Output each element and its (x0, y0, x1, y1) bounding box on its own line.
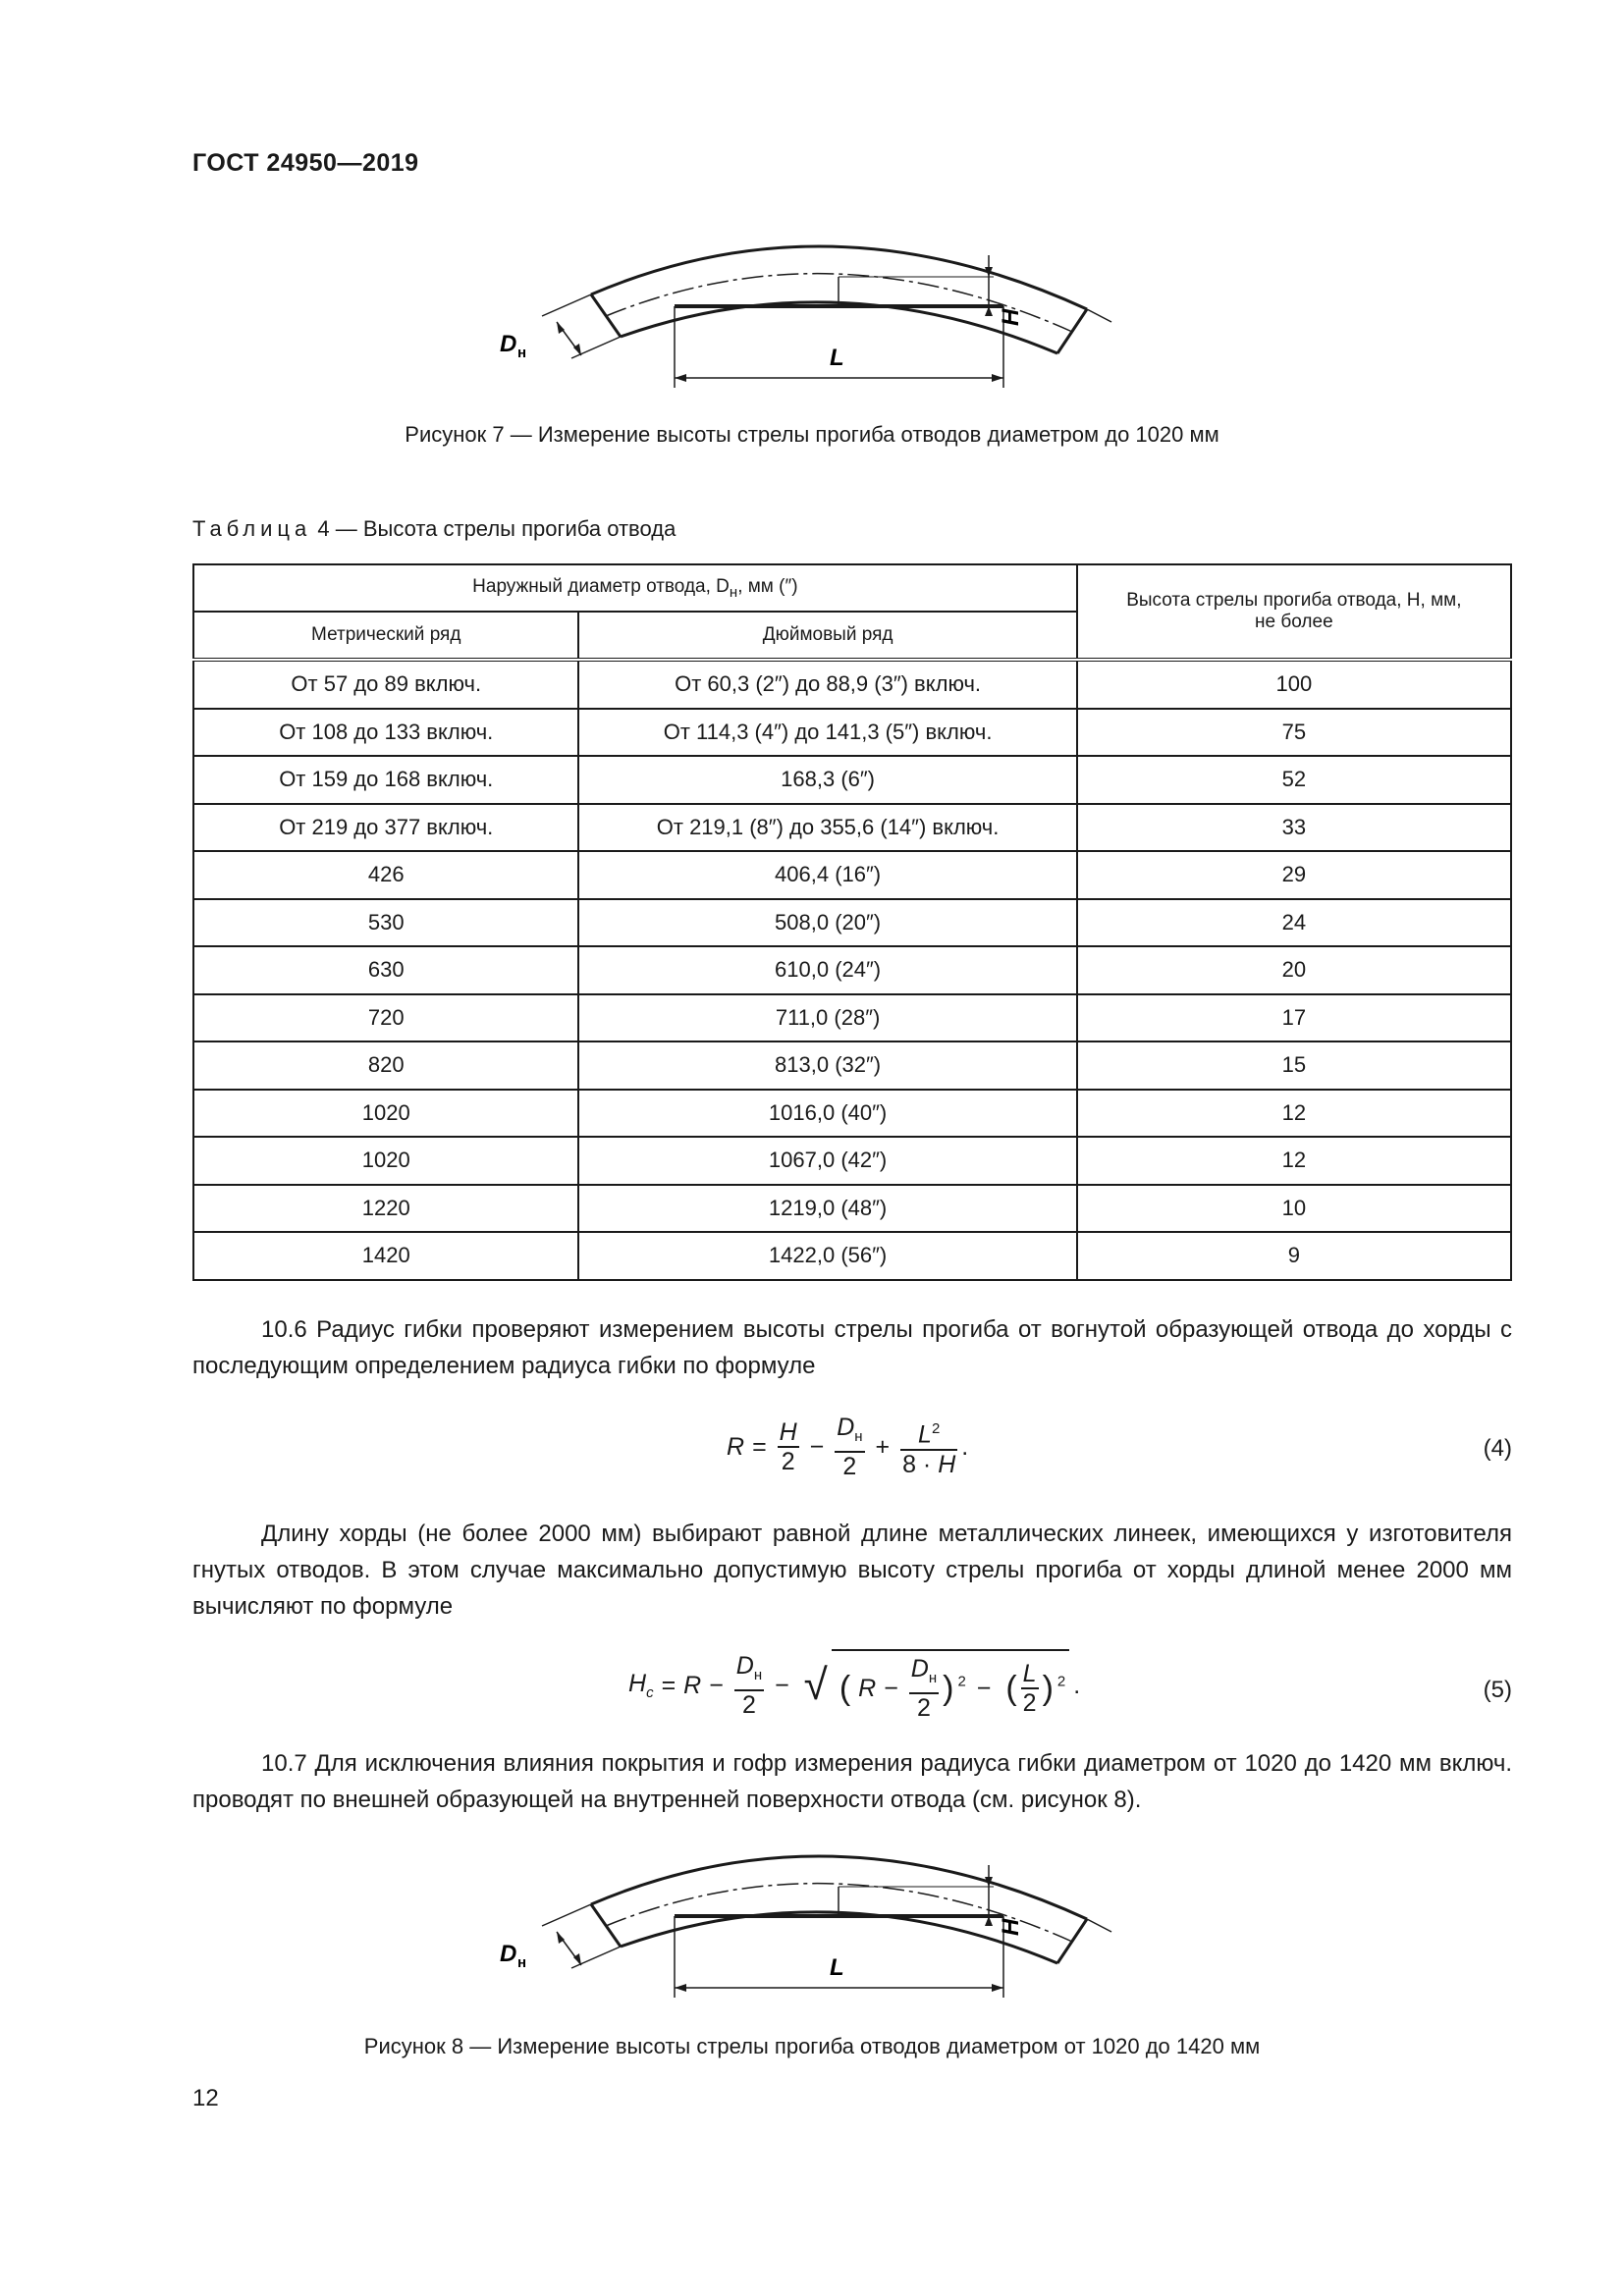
document-header: ГОСТ 24950—2019 (192, 149, 419, 177)
cell-inch: 1016,0 (40″) (578, 1090, 1076, 1138)
cell-height: 20 (1077, 946, 1511, 994)
table-row (193, 1090, 1511, 1138)
label-l: L (830, 1954, 844, 1981)
cell-inch: 406,4 (16″) (578, 851, 1076, 899)
cell-inch: 610,0 (24″) (578, 946, 1076, 994)
table-header-inch: Дюймовый ряд (578, 612, 1076, 660)
label-d: D (500, 331, 517, 357)
cell-inch: 1219,0 (48″) (578, 1185, 1076, 1233)
page-number: 12 (192, 2085, 219, 2111)
cell-metric: 630 (193, 946, 578, 994)
cell-metric: 1420 (193, 1232, 578, 1280)
cell-height: 24 (1077, 899, 1511, 947)
table-row (193, 1185, 1511, 1233)
table-row (193, 994, 1511, 1042)
table-row (193, 1041, 1511, 1090)
label-d-sub: н (517, 1954, 527, 1971)
table-row (193, 1137, 1511, 1185)
cell-inch: 1422,0 (56″) (578, 1232, 1076, 1280)
cell-inch: 813,0 (32″) (578, 1041, 1076, 1090)
cell-inch: 1067,0 (42″) (578, 1137, 1076, 1185)
cell-height: 52 (1077, 756, 1511, 804)
cell-metric: От 108 до 133 включ. (193, 709, 578, 757)
cell-inch: От 219,1 (8″) до 355,6 (14″) включ. (578, 804, 1076, 852)
cell-metric: 1020 (193, 1137, 578, 1185)
cell-metric: 820 (193, 1041, 578, 1090)
label-d: D (500, 1941, 517, 1967)
table-header-metric: Метрический ряд (193, 612, 578, 660)
table-header-height: Высота стрелы прогиба отвода, H, мм, не более (1077, 564, 1511, 660)
cell-height: 75 (1077, 709, 1511, 757)
table-title-text: 4 — Высота стрелы прогиба отвода (311, 516, 677, 541)
cell-height: 100 (1077, 660, 1511, 709)
cell-height: 12 (1077, 1090, 1511, 1138)
cell-inch: От 114,3 (4″) до 141,3 (5″) включ. (578, 709, 1076, 757)
label-h: H (998, 1918, 1024, 1936)
paragraph-chord: Длину хорды (не более 2000 мм) выбирают равной длине металлических линеек, имеющихся у изготовителя гнутых отводов. В этом случае максимально допустимую высоту стрелы прогиба от хорды длиной менее 2000 мм вычисляют по формуле (192, 1521, 1512, 1620)
figure-7 (0, 236, 1624, 402)
table-row (193, 709, 1511, 757)
table-row (193, 756, 1511, 804)
cell-inch: 508,0 (20″) (578, 899, 1076, 947)
cell-metric: От 57 до 89 включ. (193, 660, 578, 709)
table-row (193, 899, 1511, 947)
cell-height: 17 (1077, 994, 1511, 1042)
cell-height: 33 (1077, 804, 1511, 852)
formula-5: $H_c = R$ − $\frac{D_н}{2}$ − √ ( R − $\frac{D_н}{2}$ ) $^2$ − ( $\frac{L}{2}$ ) $^2$ . (5) (192, 1649, 1512, 1728)
formula-5-number: (5) (1483, 1677, 1512, 1703)
cell-metric: 530 (193, 899, 578, 947)
table-row (193, 946, 1511, 994)
cell-height: 12 (1077, 1137, 1511, 1185)
cell-inch: 711,0 (28″) (578, 994, 1076, 1042)
label-h: H (998, 308, 1024, 326)
table-4 (192, 563, 1512, 1281)
table-row (193, 851, 1511, 899)
cell-metric: 1020 (193, 1090, 578, 1138)
cell-inch: От 60,3 (2″) до 88,9 (3″) включ. (578, 660, 1076, 709)
table-4-title (192, 516, 676, 542)
table-row (193, 804, 1511, 852)
paragraph-10-6: 10.6 Радиус гибки проверяют измерением высоты стрелы прогиба от вогнутой образующей отвода до хорды с последующим определением радиуса гибки по формуле (192, 1316, 1512, 1379)
cell-height: 29 (1077, 851, 1511, 899)
cell-height: 15 (1077, 1041, 1511, 1090)
table-header-diameter: Наружный диаметр отвода, $D_н$, мм (″) (193, 564, 1077, 612)
label-l: L (830, 345, 844, 371)
cell-inch: 168,3 (6″) (578, 756, 1076, 804)
formula-4-number: (4) (1483, 1435, 1512, 1462)
table-row (193, 1232, 1511, 1280)
cell-height: 10 (1077, 1185, 1511, 1233)
figure-7-caption: Рисунок 7 — Измерение высоты стрелы прогиба отводов диаметром до 1020 мм (405, 422, 1219, 447)
figure-8-caption: Рисунок 8 — Измерение высоты стрелы прогиба отводов диаметром от 1020 до 1420 мм (363, 2034, 1261, 2058)
figure-8-drawing (498, 1845, 1126, 2012)
cell-metric: От 159 до 168 включ. (193, 756, 578, 804)
figure-8 (0, 1845, 1624, 2012)
figure-7-drawing (498, 236, 1126, 402)
cell-metric: 1220 (193, 1185, 578, 1233)
table-row (193, 660, 1511, 709)
cell-metric: 426 (193, 851, 578, 899)
label-d-sub: н (517, 345, 527, 361)
paragraph-10-7: 10.7 Для исключения влияния покрытия и гофр измерения радиуса гибки диаметром от 1020 до 1420 мм включ. проводят по внешней образующей на внутренней поверхности отвода (см. рисунок 8). (192, 1750, 1512, 1813)
cell-metric: От 219 до 377 включ. (193, 804, 578, 852)
table-title-prefix: Таблица (192, 516, 312, 541)
cell-height: 9 (1077, 1232, 1511, 1280)
cell-metric: 720 (193, 994, 578, 1042)
formula-4: R = $\frac{H}{2}$ − $\frac{D_н}{2}$ + $\frac{L^2}{8 \cdot H}$ . (4) (727, 1414, 1512, 1480)
